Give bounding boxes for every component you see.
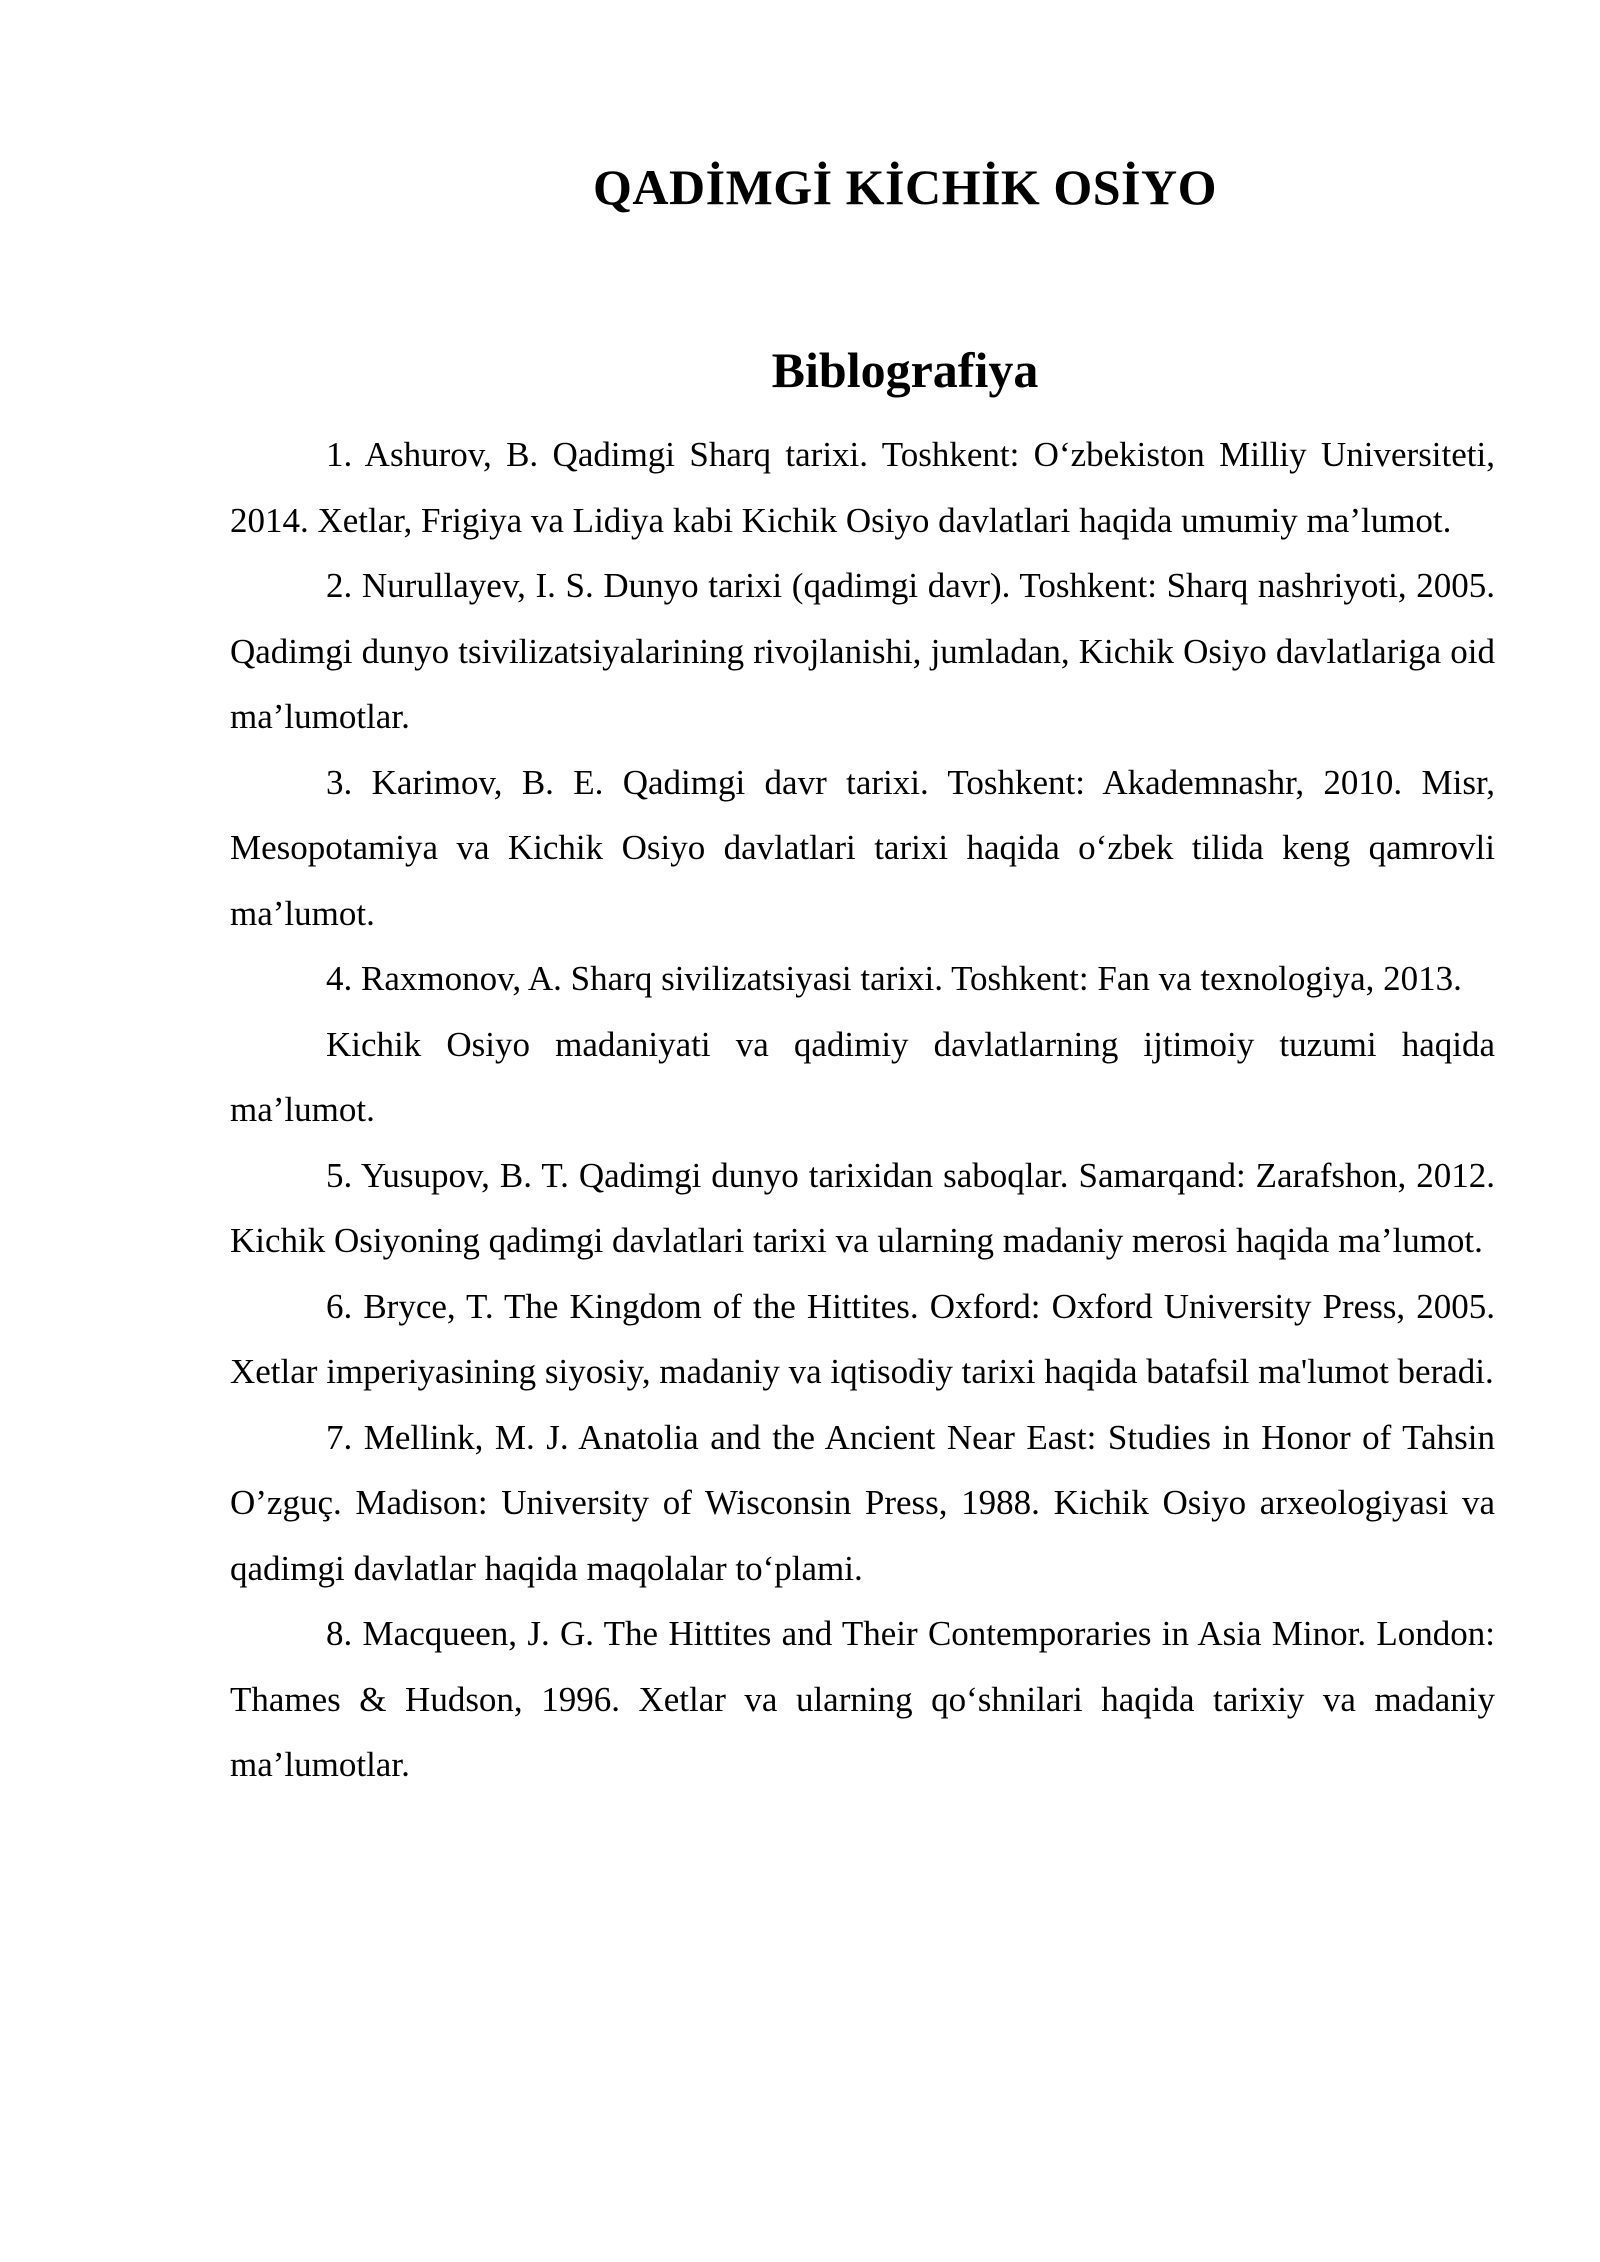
bibliography-entry-1: 1. Ashurov, B. Qadimgi Sharq tarixi. Toshkent: O‘zbekiston Milliy Universiteti, 2014. Xetlar, Frigiya va Lidiya kabi Kichik Osiyo davlatlari haqida umumiy ma’lumot. bbox=[230, 435, 1495, 540]
bibliography-entry-4-note: Kichik Osiyo madaniyati va qadimiy davlatlarning ijtimoiy tuzumi haqida ma’lumot. bbox=[230, 1024, 1495, 1129]
bibliography-entry-7: 7. Mellink, M. J. Anatolia and the Ancient Near East: Studies in Honor of Tahsin O’zguç. Madison: University of Wisconsin Press, 1988. Kichik Osiyo arxeologiyasi va qadimgi davlatlar haqida maqolalar to‘plami. bbox=[230, 1417, 1495, 1588]
bibliography-entry-3: 3. Karimov, B. E. Qadimgi davr tarixi. Toshkent: Akademnashr, 2010. Misr, Mesopotamiya va Kichik Osiyo davlatlari tarixi haqida o‘zbek tilida keng qamrovli ma’lumot. bbox=[230, 762, 1495, 933]
bibliography-entry-4: 4. Raxmonov, A. Sharq sivilizatsiyasi tarixi. Toshkent: Fan va texnologiya, 2013. bbox=[326, 959, 1462, 998]
bibliography-entry-8: 8. Macqueen, J. G. The Hittites and Their Contemporaries in Asia Minor. London: Thames & Hudson, 1996. Xetlar va ularning qo‘shnilari haqida tarixiy va madaniy ma’lumotlar. bbox=[230, 1614, 1495, 1784]
bibliography-entry-2: 2. Nurullayev, I. S. Dunyo tarixi (qadimgi davr). Toshkent: Sharq nashriyoti, 2005. Qadimgi dunyo tsivilizatsiyalarining rivojlanishi, jumladan, Kichik Osiyo davlatlariga oid ma’lumotlar. bbox=[230, 566, 1495, 736]
bibliography-entry-6: 6. Bryce, T. The Kingdom of the Hittites. Oxford: Oxford University Press, 2005. Xetlar imperiyasining siyosiy, madaniy va iqtisodiy tarixi haqida batafsil ma'lumot beradi. bbox=[230, 1286, 1495, 1391]
section-heading: Biblografiya bbox=[771, 342, 1039, 398]
bibliography-entry-5: 5. Yusupov, B. T. Qadimgi dunyo tarixidan saboqlar. Samarqand: Zarafshon, 2012. Kichik Osiyoning qadimgi davlatlari tarixi va ularning madaniy merosi haqida ma’lumot. bbox=[230, 1155, 1495, 1260]
bibliography-list bbox=[230, 422, 1495, 1798]
page-title: QADİMGİ KİCHİK OSİYO bbox=[593, 159, 1217, 215]
